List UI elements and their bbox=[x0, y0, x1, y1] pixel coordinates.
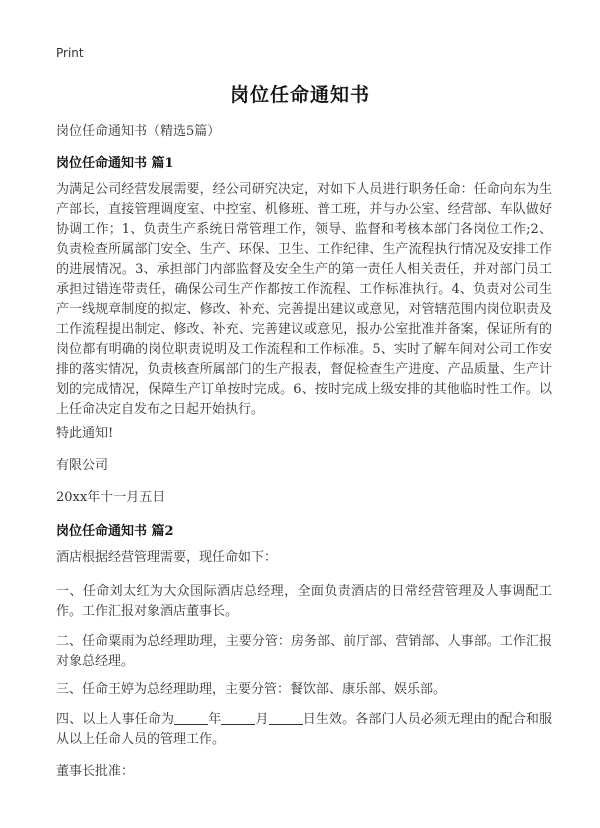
section-1-body: 为满足公司经营发展需要，经公司研究决定，对如下人员进行职务任命：任命向东为生产部长，直接管理调度室、中控室、机修班、普工班，并与办公室、经营部、车队做好协调工作；1、负责生产系统日常管理工作，领导、监督和考核本部门各岗位工作;2、负责检查所属部门安全、生产、环保、卫生、工作纪律、生产流程执行情况及安排工作的进展情况。3、承担部门内部监督及安全生产的第一责任人相关责任，并对部门员工承担过错连带责任，确保公司生产作都按工作流程、工作标准执行。4、负责对公司生产一线规章制度的拟定、修改、补充、完善提出建议或意见，对管辖范围内岗位职责及工作流程提出制定、修改、补充、完善建议或意见，报办公室批准并备案，保证所有的岗位都有明确的岗位职责说明及工作流程和工作标准。5、实时了解车间对公司工作安排的落实情况，负责核查所属部门的生产报表，督促检查生产进度、产品质量、生产计划的完成情况，保障生产订单按时完成。6、按时完成上级安排的其他临时性工作。以上任命决定自发布之日起开始执行。 bbox=[56, 182, 552, 417]
item-4-prefix: 四、以上人事任命为 bbox=[56, 712, 175, 727]
section-heading-2: 岗位任命通知书 篇2 bbox=[56, 524, 174, 539]
section-2-intro: 酒店根据经营管理需要，现任命如下： bbox=[56, 550, 278, 565]
appointment-item-4 bbox=[56, 710, 552, 750]
notice-text: 特此通知! bbox=[56, 426, 114, 441]
document-subtitle: 岗位任命通知书（精选5篇） bbox=[56, 124, 221, 139]
appointment-item-3: 三、任命王婷为总经理助理，主要分管：餐饮部、康乐部、娱乐部。 bbox=[56, 682, 447, 697]
page-title: 岗位任命通知书 bbox=[229, 84, 370, 106]
appointment-item-1: 一、任命刘太红为大众国际酒店总经理，全面负责酒店的日常经营管理及人事调配工作。工作汇报对象酒店董事长。 bbox=[56, 584, 552, 619]
day-blank bbox=[269, 710, 303, 725]
item-4-month: 月 bbox=[255, 712, 269, 727]
item-4-suffix: 日生效。各部门人员必须无理由的配合和服从以上任命人员的管理工作。 bbox=[56, 712, 552, 747]
company-name: 有限公司 bbox=[56, 458, 109, 473]
print-link[interactable]: Print bbox=[56, 46, 84, 60]
section-heading-1: 岗位任命通知书 篇1 bbox=[56, 156, 174, 171]
month-blank bbox=[221, 710, 255, 725]
item-4-year: 年 bbox=[208, 712, 222, 727]
year-blank bbox=[174, 710, 208, 725]
issue-date: 20xx年十一月五日 bbox=[56, 490, 166, 505]
appointment-item-2: 二、任命粟雨为总经理助理，主要分管：房务部、前厅部、营销部、人事部。工作汇报对象总经理。 bbox=[56, 634, 552, 669]
approval-line: 董事长批准： bbox=[56, 764, 135, 779]
